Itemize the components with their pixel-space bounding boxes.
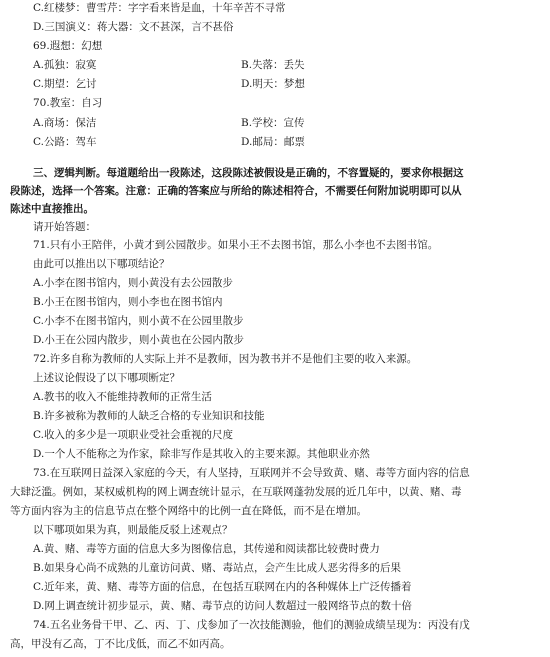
q73-ask: 以下哪项如果为真，则最能反驳上述观点？ [33,524,233,536]
q69-option-a: A.孤独：寂寞 [33,59,97,71]
q72-option-b: B.许多被称为教师的人缺乏合格的专业知识和技能 [33,410,265,422]
q73-option-b: B.如果身心尚不成熟的儿童访问黄、赌、毒站点，会产生比成人恶劣得多的后果 [33,562,402,574]
q70-stem: 70.教室：自习 [33,97,103,109]
q69-option-d: D.明天：梦想 [241,78,305,90]
q72-stem: 72.许多自称为教师的人实际上并不是教师，因为教书并不是他们主要的收入来源。 [33,353,418,365]
q71-ask: 由此可以推出以下哪项结论？ [33,258,170,270]
q71-stem: 71.只有小王陪伴，小黄才到公园散步。如果小王不去图书馆，那么小李也不去图书馆。 [33,239,439,251]
q72-option-d: D.一个人不能称之为作家，除非写作是其收入的主要来源。其他职业亦然 [33,448,370,460]
q73-stem-line3: 等方面内容为主的信息节点在整个网络中的比例一直在降低，而不是在增加。 [10,505,367,517]
q73-option-c: C.近年来，黄、赌、毒等方面的信息，在包括互联网在内的各种媒体上广泛传播着 [33,581,412,593]
q72-option-c: C.收入的多少是一项职业受社会重视的尺度 [33,429,233,441]
q72-ask: 上述议论假设了以下哪项断定？ [33,372,180,384]
q73-option-a: A.黄、赌、毒等方面的信息大多为图像信息，其传递和阅读都比较费时费力 [33,543,380,555]
q72-option-a: A.教书的收入不能维持教师的正常生活 [33,391,212,403]
q73-option-d: D.网上调查统计初步显示，黄、赌、毒节点的访问人数超过一般网络节点的数十倍 [33,600,412,612]
q71-option-d: D.小王在公园内散步，则小黄也在公园内散步 [33,334,244,346]
q70-option-d: D.邮局：邮票 [241,136,305,148]
q73-stem-line1: 73.在互联网日益深入家庭的今天，有人坚持，互联网并不会导致黄、赌、毒等方面内容的信息 [33,467,470,479]
q71-option-b: B.小王在图书馆内，则小李也在图书馆内 [33,296,223,308]
q69-stem: 69.遐想：幻想 [33,40,103,52]
q73-stem-line2: 大肆泛滥。例如，某权威机构的网上调查统计显示，在互联网蓬勃发展的近几年中，以黄、赌、毒 [10,486,462,498]
start-prompt: 请开始答题： [33,221,96,233]
q70-option-a: A.商场：保洁 [33,117,97,129]
q70-option-c: C.公路：驾车 [33,136,97,148]
q74-stem-line2: 高，甲没有乙高，丁不比戊低，而乙不如丙高。 [10,638,231,650]
section3-heading-line1: 三、逻辑判断。每道题给出一段陈述，这段陈述被假设是正确的，不容置疑的，要求你根据这 [33,167,464,179]
q74-stem-line1: 74.五名业务骨干甲、乙、丙、丁、戊参加了一次技能测验，他们的测验成绩呈现为：丙没有戊 [33,619,470,631]
section3-heading-line3: 陈述中直接推出。 [10,203,94,215]
q71-option-c: C.小李不在图书馆内，则小黄不在公园里散步 [33,315,244,327]
q70-option-b: B.学校：宣传 [241,117,305,129]
section3-heading-line2: 段陈述，选择一个答案。注意：正确的答案应与所给的陈述相符合，不需要任何附加说明即可以从 [10,185,462,197]
q68-option-c: C.红楼梦：曹雪芹：字字看来皆是血，十年辛苦不寻常 [33,2,286,14]
q68-option-d: D.三国演义：蒋大器：文不甚深，言不甚俗 [33,21,234,33]
q71-option-a: A.小李在图书馆内，则小黄没有去公园散步 [33,277,233,289]
q69-option-b: B.失落：丢失 [241,59,305,71]
q69-option-c: C.期望：乞讨 [33,78,97,90]
